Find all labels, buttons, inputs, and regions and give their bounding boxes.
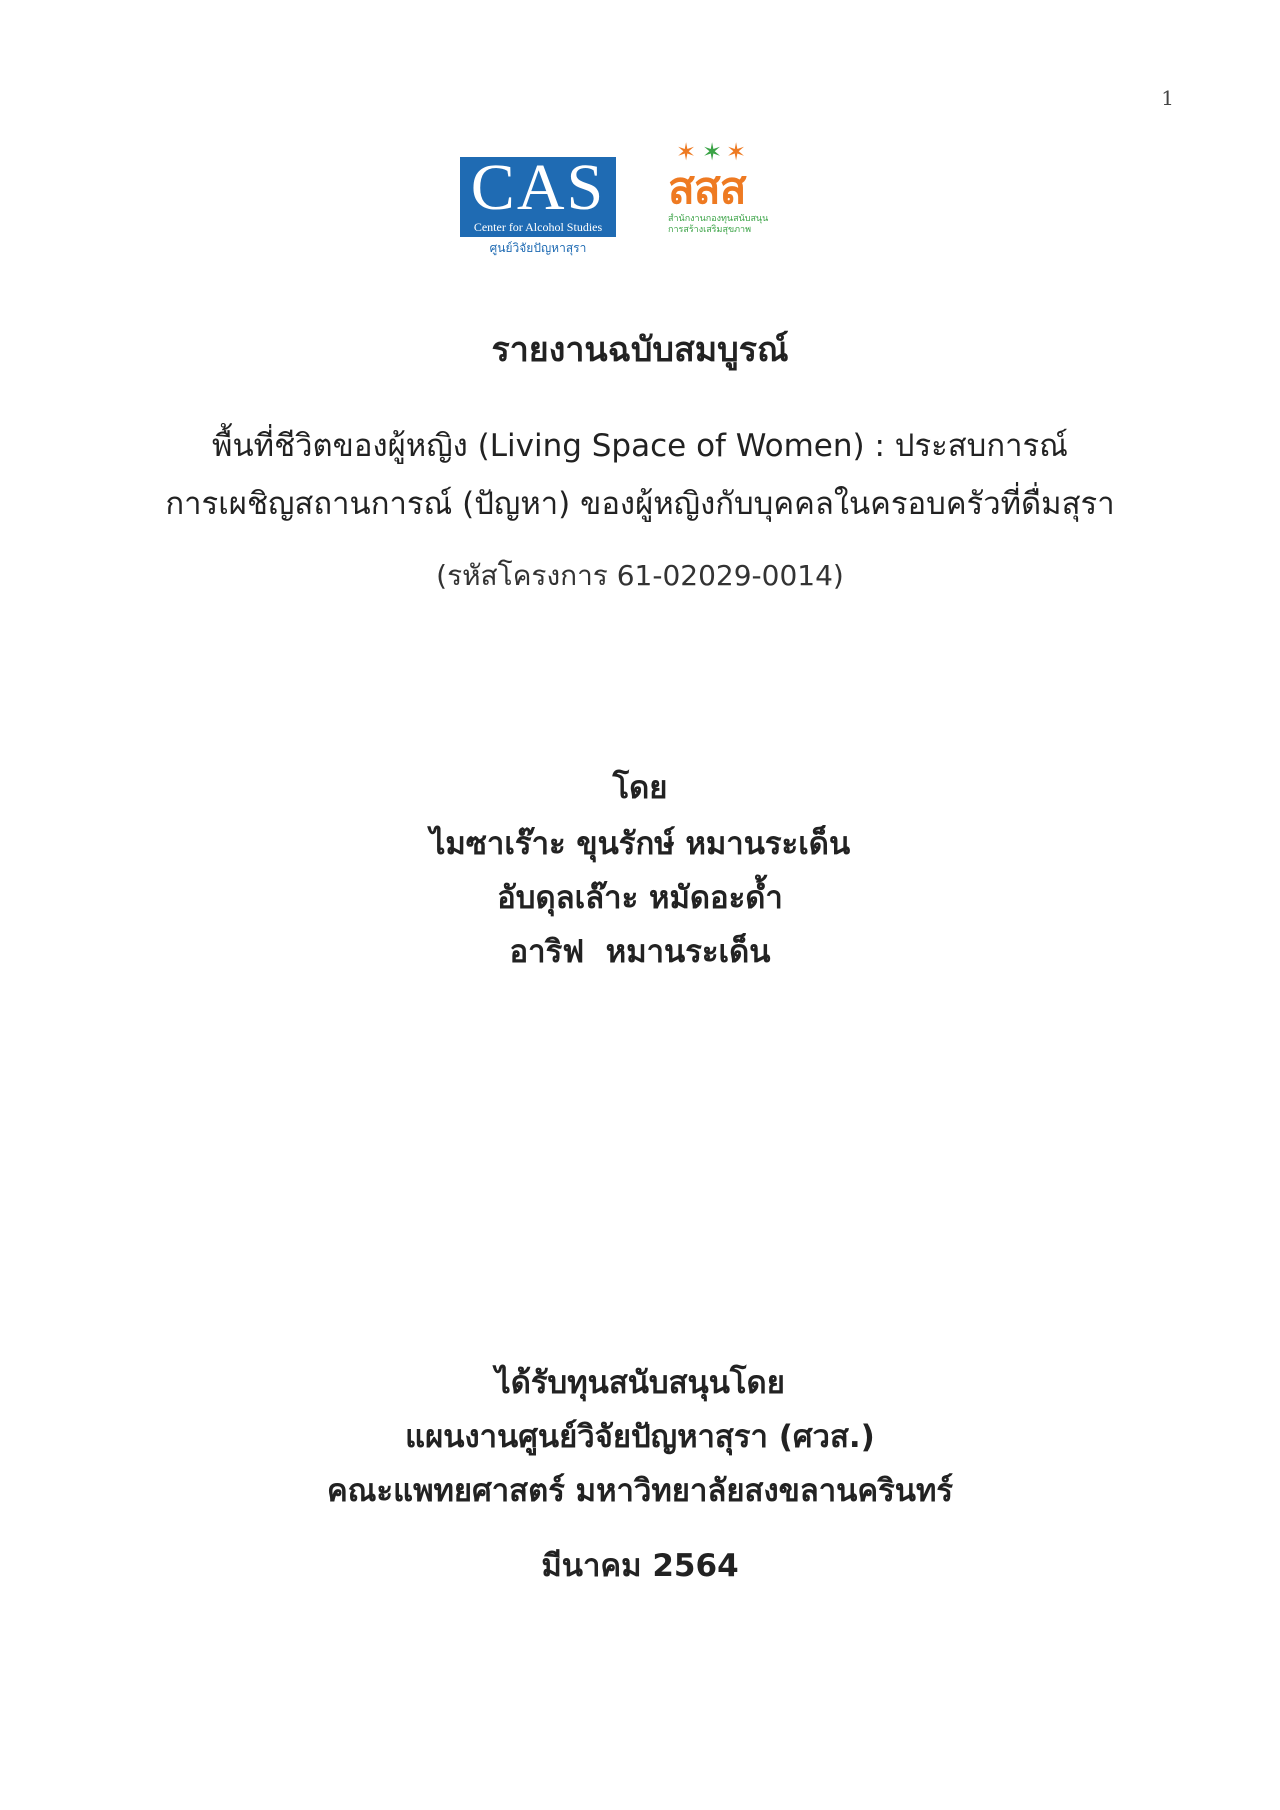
- cas-thai-name: ศูนย์วิจัยปัญหาสุรา: [489, 241, 587, 255]
- thaihealth-subtitle: [668, 214, 818, 236]
- thaihealth-logo: [668, 140, 818, 236]
- report-title-line-2: การเผชิญสถานการณ์ (ปัญหา) ของผู้หญิงกับบุคคลในครอบครัวที่ดื่มสุรา: [165, 486, 1115, 522]
- author-name: อาริฟ หมานระเด็น: [509, 934, 771, 970]
- page-number: 1: [1161, 86, 1174, 110]
- cas-subtitle: Center for Alcohol Studies: [473, 220, 603, 234]
- report-title-line-1: พื้นที่ชีวิตของผู้หญิง (Living Space of Women) : ประสบการณ์: [212, 428, 1068, 464]
- thaihealth-stars-icon: ✶ ✶ ✶: [676, 138, 747, 166]
- author-name: อับดุลเล๊าะ หมัดอะด้ำ: [497, 880, 783, 916]
- funder-name: แผนงานศูนย์วิจัยปัญหาสุรา (ศวส.): [405, 1419, 875, 1455]
- funded-by-label: ได้รับทุนสนับสนุนโดย: [495, 1365, 785, 1401]
- cas-logo-box: [460, 157, 616, 237]
- thaihealth-subtitle-line-2: การสร้างเสริมสุขภาพ: [668, 225, 752, 235]
- thaihealth-wordmark: สสส: [668, 163, 746, 214]
- cas-logo: [460, 157, 616, 258]
- cas-wordmark: CAS: [470, 157, 606, 224]
- report-date: มีนาคม 2564: [541, 1548, 739, 1584]
- by-label: โดย: [612, 770, 668, 806]
- thaihealth-subtitle-line-1: สำนักงานกองทุนสนับสนุน: [668, 214, 769, 224]
- project-code: (รหัสโครงการ 61-02029-0014): [436, 559, 844, 592]
- funder-name: คณะแพทยศาสตร์ มหาวิทยาลัยสงขลานครินทร์: [326, 1473, 954, 1509]
- author-name: ไมซาเร๊าะ ขุนรักษ์ หมานระเด็น: [429, 826, 851, 862]
- report-type-heading: รายงานฉบับสมบูรณ์: [491, 330, 789, 370]
